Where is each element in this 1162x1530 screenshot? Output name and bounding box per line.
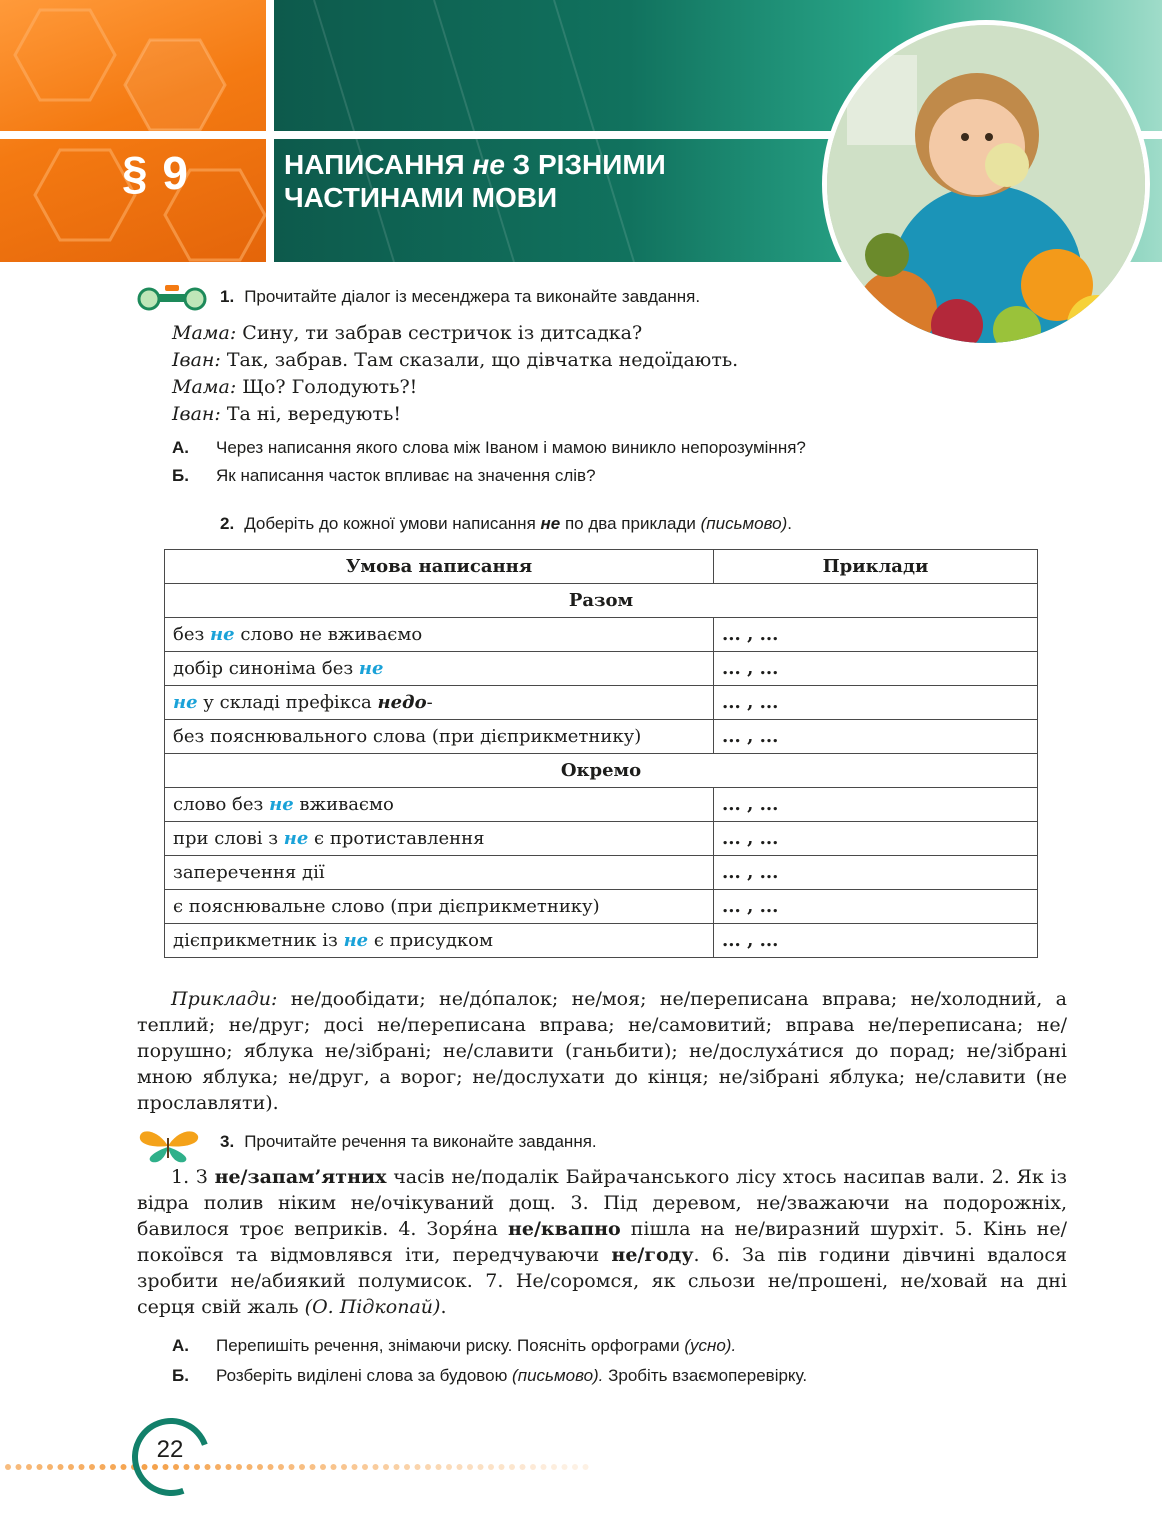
butterfly-icon [138,1128,200,1164]
footer-dot [299,1464,305,1470]
footer-dot [562,1464,568,1470]
footer-dot [436,1464,442,1470]
footer-dot [383,1464,389,1470]
exercise-3-number: 3. [220,1132,235,1151]
footer-dot [121,1464,127,1470]
footer-dot [236,1464,242,1470]
footer-dot [26,1464,32,1470]
footer-dot [551,1464,557,1470]
exercise-3-instruction: Прочитайте речення та виконайте завдання. [244,1132,597,1151]
footer-dot [352,1464,358,1470]
writing-rules-table [164,549,1038,958]
footer-dot [478,1464,484,1470]
header-photo [822,20,1150,348]
table-row: слово без не вживаємо ... , ... [165,788,1038,822]
exercise-1-heading [220,287,700,307]
footer-dot [268,1464,274,1470]
footer-dot [341,1464,347,1470]
footer-dot [457,1464,463,1470]
table-header-row [165,550,1038,584]
table-row: дієприкметник із не є присудком ... , ... [165,924,1038,958]
footer-dot [373,1464,379,1470]
footer-dot [362,1464,368,1470]
footer-dot [530,1464,536,1470]
footer-dot [278,1464,284,1470]
footer-dot [226,1464,232,1470]
footer-dot [68,1464,74,1470]
exercise-1-task-b: Б. Як написання часток впливає на значення слів? [172,466,596,485]
footer-dot [425,1464,431,1470]
footer-dot [247,1464,253,1470]
section-number: § 9 [122,147,189,199]
table-row: без не слово не вживаємо ... , ... [165,618,1038,652]
footer-dot [520,1464,526,1470]
table-group-row: Окремо [165,754,1038,788]
footer-dot [541,1464,547,1470]
table-group-row: Разом [165,584,1038,618]
footer-dot [215,1464,221,1470]
exercise-1-number: 1. [220,287,235,306]
footer-dot [58,1464,64,1470]
exercise-1-instruction: Прочитайте діалог із месенджера та виконайте завдання. [244,287,701,306]
footer-dot [509,1464,515,1470]
column-header-examples: Приклади [714,550,1038,584]
section-title-line2: ЧАСТИНАМИ МОВИ [284,182,558,213]
dialog-line: Мама: Що? Голодують?! [172,376,418,398]
footer-dot [100,1464,106,1470]
footer-dot [446,1464,452,1470]
dialog-line: Іван: Так, забрав. Там сказали, що дівчатка недоїдають. [172,349,739,371]
exercise-3-heading [220,1132,597,1152]
binoculars-icon [135,282,209,312]
footer-dot [499,1464,505,1470]
footer-dot [331,1464,337,1470]
exercise-3-task-a: А. Перепишіть речення, знімаючи риску. Поясніть орфограми (усно). [172,1336,737,1355]
column-header-condition: Умова написання [165,550,714,584]
footer-dot [467,1464,473,1470]
table-row: не у складі префікса недо- ... , ... [165,686,1038,720]
footer-dot [404,1464,410,1470]
exercise-2-heading: 2. Доберіть до кожної умови написання не по два приклади (письмово). [220,514,792,533]
footer-dot [488,1464,494,1470]
section-title-line1: НАПИСАННЯ не З РІЗНИМИ [284,149,666,180]
footer-dot [289,1464,295,1470]
table-row: добір синоніма без не ... , ... [165,652,1038,686]
exercise-1-task-a: А. Через написання якого слова між Іваном і мамою виникло непорозуміння? [172,438,806,457]
footer-dot [572,1464,578,1470]
footer-dot [89,1464,95,1470]
table-row: при слові з не є протиставлення ... , ... [165,822,1038,856]
footer-dot [583,1464,589,1470]
footer-dot [415,1464,421,1470]
footer-dot [47,1464,53,1470]
exercise-3-sentences: 1. З не/запам’ятних часів не/подалік Байрачанського лісу хтось насипав вали. 2. Як із відра полив ніким не/очікуваний дощ. 3. Під деревом, не/зважаючи на подорожніх, бавилося троє веприків. 4. Зоря́на не/квапно пішла на не/виразний шурхіт. 5. Кінь не/покоївся та відмовлявся іти, передчуваючи не/году. 6. За пів години дівчині вдалося зробити не/абиякий полумисок. 7. Не/соромся, як сльози не/прошені, не/ховай на дні серця свій жаль (О. Підкопай). [137,1166,1067,1318]
dialog-line: Іван: Та ні, вередують! [172,403,401,425]
table-row: без пояснювального слова (при дієприкметнику) ... , ... [165,720,1038,754]
exercise-2-number: 2. [220,514,235,533]
footer-dot [394,1464,400,1470]
messenger-dialog [172,320,738,428]
header-divider-vertical [266,0,274,262]
footer-dotted-line [0,1460,600,1474]
footer-dot [79,1464,85,1470]
section-title [284,148,804,214]
page-number: 22 [156,1436,184,1463]
examples-paragraph: Приклади: не/дообідати; не/до́палок; не/моя; не/переписана вправа; не/холодний, а теплий; не/друг; досі не/переписана вправа; не/самовитий; вправа не/переписана; не/порушно; яблука не/зібрані; не/славити (ганьбити); не/дослуха́тися до порад; не/зібрані мною яблука; не/друг, а ворог; не/дослухати до кінця; не/зібрані яблука; не/славити (не прославляти). [137,988,1067,1114]
dialog-line: Мама: Сину, ти забрав сестричок із дитсадка? [172,322,643,344]
table-row: є пояснювальне слово (при дієприкметнику) ... , ... [165,890,1038,924]
footer-dot [257,1464,263,1470]
footer-dot [310,1464,316,1470]
footer-dot [110,1464,116,1470]
footer-dot [5,1464,11,1470]
footer-dot [320,1464,326,1470]
footer-dot [37,1464,43,1470]
exercise-3-task-b: Б. Розберіть виділені слова за будовою (письмово). Зробіть взаємоперевірку. [172,1366,808,1385]
footer-dot [16,1464,22,1470]
table-row: заперечення дії ... , ... [165,856,1038,890]
girl-eating-fruit-illustration [827,25,1145,343]
